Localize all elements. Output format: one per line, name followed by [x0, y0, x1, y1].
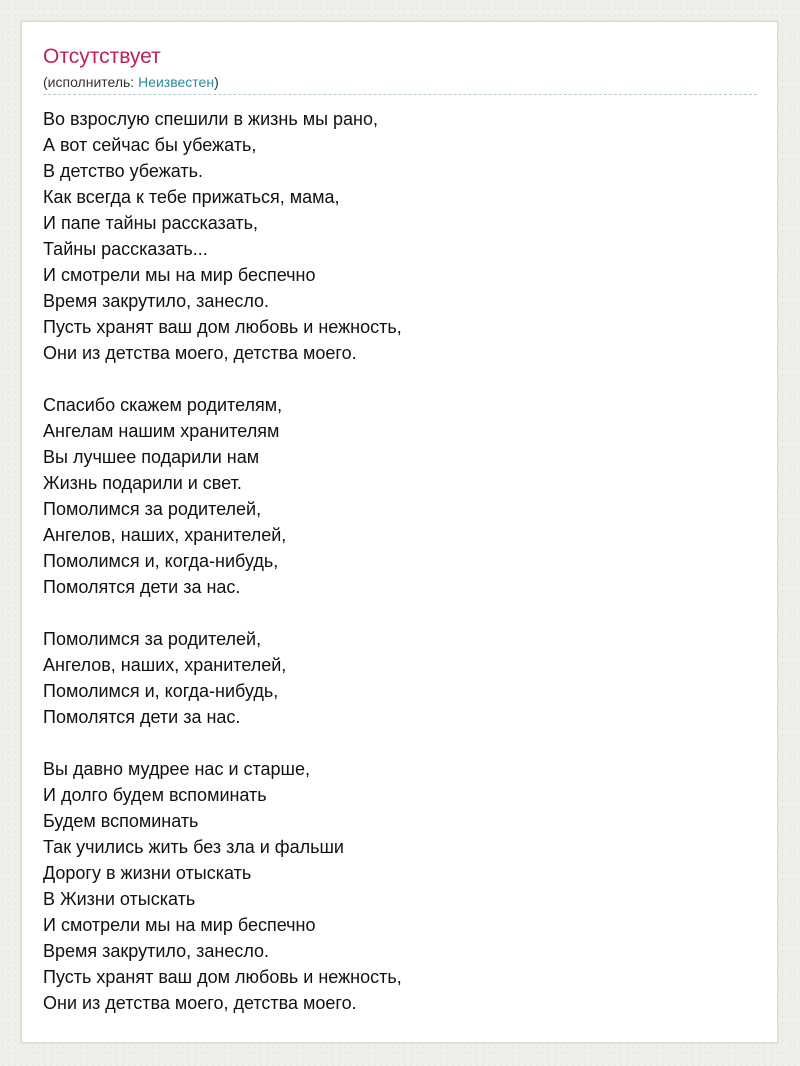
lyrics-line: Помолимся и, когда-нибудь, [43, 681, 279, 701]
artist-suffix: ) [214, 74, 219, 90]
lyrics-line: В детство убежать. [43, 161, 203, 181]
artist-link[interactable]: Неизвестен [138, 74, 215, 90]
lyrics-line: И папе тайны рассказать, [43, 213, 259, 233]
lyrics-line: Время закрутило, занесло. [43, 291, 270, 311]
lyrics-line: Так учились жить без зла и фальши [43, 837, 344, 857]
lyrics-line: Ангелам нашим хранителям [43, 421, 280, 441]
artist-prefix: (исполнитель: [43, 74, 139, 90]
lyrics-line: Жизнь подарили и свет. [43, 473, 242, 493]
lyrics-line: Как всегда к тебе прижаться, мама, [43, 187, 340, 207]
lyrics-stanza [43, 106, 757, 366]
lyrics-line: Во взрослую спешили в жизнь мы рано, [43, 109, 378, 129]
lyrics-stanza [43, 392, 757, 600]
lyrics-line: Помолимся и, когда-нибудь, [43, 551, 279, 571]
lyrics-body [43, 106, 757, 1042]
lyrics-line: Ангелов, наших, хранителей, [43, 525, 287, 545]
lyrics-card [21, 21, 778, 1043]
lyrics-line: Будем вспоминать [43, 811, 199, 831]
lyrics-line: В Жизни отыскать [43, 889, 196, 909]
lyrics-line: Ангелов, наших, хранителей, [43, 655, 287, 675]
lyrics-line: И смотрели мы на мир беспечно [43, 265, 316, 285]
lyrics-line: Помолятся дети за нас. [43, 577, 241, 597]
lyrics-line: Дорогу в жизни отыскать [43, 863, 252, 883]
lyrics-line: Спасибо скажем родителям, [43, 395, 283, 415]
lyrics-line: Вы лучшее подарили нам [43, 447, 260, 467]
lyrics-line: Пусть хранят ваш дом любовь и нежность, [43, 317, 402, 337]
lyrics-line: Вы давно мудрее нас и старше, [43, 759, 311, 779]
lyrics-line: Тайны рассказать... [43, 239, 208, 259]
artist-line [43, 73, 219, 91]
title-divider [43, 94, 757, 95]
song-title: Отсутствует [43, 45, 161, 68]
lyrics-line: Они из детства моего, детства моего. [43, 993, 357, 1013]
lyrics-line: Помолятся дети за нас. [43, 707, 241, 727]
lyrics-line: И смотрели мы на мир беспечно [43, 915, 316, 935]
lyrics-line: Помолимся за родителей, [43, 629, 262, 649]
lyrics-line: Пусть хранят ваш дом любовь и нежность, [43, 967, 402, 987]
lyrics-line: Время закрутило, занесло. [43, 941, 270, 961]
lyrics-line: Помолимся за родителей, [43, 499, 262, 519]
lyrics-stanza [43, 626, 757, 730]
lyrics-line: А вот сейчас бы убежать, [43, 135, 257, 155]
lyrics-stanza [43, 756, 757, 1016]
lyrics-line: И долго будем вспоминать [43, 785, 267, 805]
lyrics-line: Они из детства моего, детства моего. [43, 343, 357, 363]
